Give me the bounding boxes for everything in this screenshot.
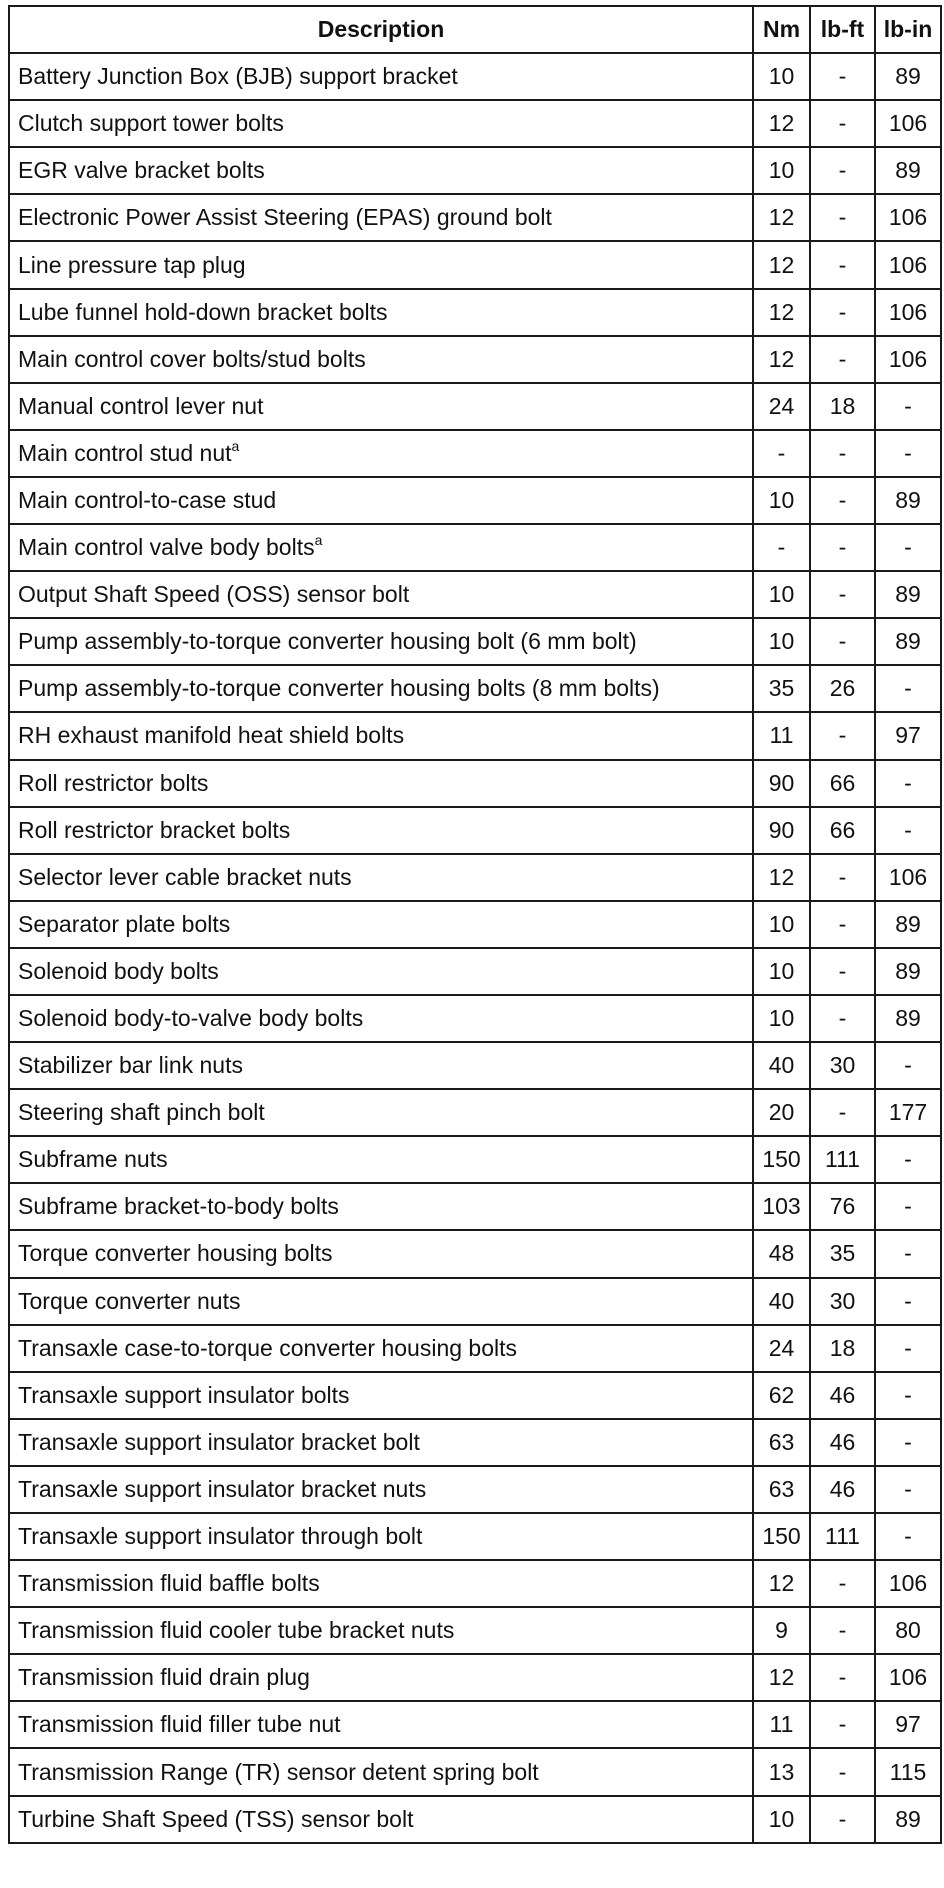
nm-cell: 10: [753, 948, 810, 995]
header-nm: Nm: [753, 6, 810, 53]
table-row: [9, 1325, 941, 1372]
description-cell: [9, 1796, 753, 1843]
lb-in-cell: 106: [875, 854, 941, 901]
description-text: Output Shaft Speed (OSS) sensor bolt: [18, 581, 410, 608]
nm-cell: 10: [753, 1796, 810, 1843]
footnote-marker: a: [314, 532, 323, 549]
lb-ft-cell: -: [810, 1560, 875, 1607]
description-text: Torque converter housing bolts: [18, 1240, 333, 1267]
table-row: [9, 241, 941, 288]
description-cell: [9, 430, 753, 477]
description-cell: [9, 807, 753, 854]
lb-in-cell: -: [875, 1513, 941, 1560]
table-row: [9, 1796, 941, 1843]
lb-in-cell: 89: [875, 948, 941, 995]
lb-in-cell: -: [875, 807, 941, 854]
table-row: [9, 1278, 941, 1325]
lb-ft-cell: -: [810, 571, 875, 618]
description-text: Electronic Power Assist Steering (EPAS) ground bolt: [18, 204, 552, 231]
footnote-marker: a: [231, 437, 240, 454]
lb-ft-cell: -: [810, 995, 875, 1042]
nm-cell: 9: [753, 1607, 810, 1654]
description-text: Battery Junction Box (BJB) support bracket: [18, 63, 458, 90]
description-text: Transaxle case-to-torque converter housing bolts: [18, 1334, 518, 1361]
lb-ft-cell: -: [810, 100, 875, 147]
nm-cell: 12: [753, 1654, 810, 1701]
nm-cell: 150: [753, 1136, 810, 1183]
lb-in-cell: -: [875, 383, 941, 430]
table-row: [9, 901, 941, 948]
description-cell: [9, 1230, 753, 1277]
lb-in-cell: -: [875, 1042, 941, 1089]
table-row: [9, 665, 941, 712]
description-text: Transaxle support insulator bolts: [18, 1381, 350, 1408]
table-row: [9, 430, 941, 477]
lb-ft-cell: -: [810, 477, 875, 524]
table-row: [9, 1136, 941, 1183]
lb-in-cell: -: [875, 430, 941, 477]
description-cell: [9, 524, 753, 571]
lb-ft-cell: 30: [810, 1278, 875, 1325]
table-row: [9, 477, 941, 524]
nm-cell: 40: [753, 1042, 810, 1089]
lb-ft-cell: -: [810, 901, 875, 948]
lb-in-cell: -: [875, 524, 941, 571]
description-text: Roll restrictor bolts: [18, 769, 209, 796]
description-cell: [9, 383, 753, 430]
lb-in-cell: 177: [875, 1089, 941, 1136]
table-row: [9, 1701, 941, 1748]
header-lb-ft: lb-ft: [810, 6, 875, 53]
description-cell: [9, 1654, 753, 1701]
lb-ft-cell: -: [810, 147, 875, 194]
description-text: Roll restrictor bracket bolts: [18, 816, 291, 843]
lb-in-cell: 115: [875, 1748, 941, 1795]
description-text: Pump assembly-to-torque converter housing bolts (8 mm bolts): [18, 675, 660, 702]
description-cell: [9, 1466, 753, 1513]
lb-in-cell: 89: [875, 1796, 941, 1843]
description-text: EGR valve bracket bolts: [18, 157, 265, 184]
lb-in-cell: -: [875, 760, 941, 807]
nm-cell: 10: [753, 995, 810, 1042]
nm-cell: 11: [753, 1701, 810, 1748]
table-row: [9, 53, 941, 100]
table-row: [9, 1089, 941, 1136]
table-row: [9, 100, 941, 147]
table-row: [9, 1466, 941, 1513]
table-row: [9, 1560, 941, 1607]
description-cell: [9, 901, 753, 948]
lb-in-cell: 106: [875, 241, 941, 288]
table-row: [9, 336, 941, 383]
table-row: [9, 194, 941, 241]
lb-in-cell: 106: [875, 194, 941, 241]
table-row: [9, 1372, 941, 1419]
lb-in-cell: -: [875, 1372, 941, 1419]
lb-ft-cell: -: [810, 948, 875, 995]
table-row: [9, 995, 941, 1042]
table-row: [9, 289, 941, 336]
lb-ft-cell: 66: [810, 760, 875, 807]
description-text: Clutch support tower bolts: [18, 110, 284, 137]
nm-cell: 12: [753, 1560, 810, 1607]
header-lb-in: lb-in: [875, 6, 941, 53]
description-cell: [9, 1325, 753, 1372]
lb-ft-cell: -: [810, 618, 875, 665]
description-cell: [9, 665, 753, 712]
description-text: Line pressure tap plug: [18, 251, 246, 278]
header-description: Description: [9, 6, 753, 53]
lb-in-cell: 106: [875, 100, 941, 147]
description-text: Solenoid body-to-valve body bolts: [18, 1005, 364, 1032]
lb-ft-cell: 66: [810, 807, 875, 854]
lb-ft-cell: 18: [810, 1325, 875, 1372]
description-text: Pump assembly-to-torque converter housing bolt (6 mm bolt): [18, 628, 637, 655]
lb-ft-cell: 26: [810, 665, 875, 712]
nm-cell: 12: [753, 336, 810, 383]
nm-cell: 24: [753, 1325, 810, 1372]
lb-in-cell: -: [875, 1278, 941, 1325]
description-cell: [9, 1042, 753, 1089]
lb-ft-cell: -: [810, 524, 875, 571]
lb-in-cell: 106: [875, 289, 941, 336]
lb-in-cell: -: [875, 1419, 941, 1466]
description-cell: [9, 336, 753, 383]
lb-in-cell: 89: [875, 995, 941, 1042]
nm-cell: 11: [753, 712, 810, 759]
description-text: Main control stud nut: [18, 439, 232, 466]
lb-in-cell: 89: [875, 477, 941, 524]
description-text: Transmission fluid filler tube nut: [18, 1711, 341, 1738]
lb-in-cell: 89: [875, 147, 941, 194]
lb-ft-cell: 46: [810, 1372, 875, 1419]
table-row: [9, 383, 941, 430]
table-row: [9, 760, 941, 807]
table-row: [9, 1607, 941, 1654]
description-cell: [9, 1136, 753, 1183]
description-cell: [9, 948, 753, 995]
table-header: [9, 6, 941, 53]
lb-ft-cell: 18: [810, 383, 875, 430]
description-text: Manual control lever nut: [18, 392, 264, 419]
description-text: Stabilizer bar link nuts: [18, 1052, 243, 1079]
lb-ft-cell: -: [810, 53, 875, 100]
lb-ft-cell: -: [810, 430, 875, 477]
description-text: Lube funnel hold-down bracket bolts: [18, 298, 388, 325]
description-text: Main control valve body bolts: [18, 534, 315, 561]
lb-ft-cell: 111: [810, 1136, 875, 1183]
nm-cell: 48: [753, 1230, 810, 1277]
table-row: [9, 807, 941, 854]
lb-ft-cell: -: [810, 1089, 875, 1136]
lb-in-cell: -: [875, 665, 941, 712]
nm-cell: 63: [753, 1466, 810, 1513]
lb-in-cell: -: [875, 1325, 941, 1372]
description-cell: [9, 1701, 753, 1748]
description-cell: [9, 1278, 753, 1325]
lb-ft-cell: -: [810, 712, 875, 759]
lb-ft-cell: -: [810, 194, 875, 241]
table-row: [9, 1230, 941, 1277]
lb-ft-cell: -: [810, 1796, 875, 1843]
nm-cell: 10: [753, 477, 810, 524]
lb-ft-cell: -: [810, 1748, 875, 1795]
description-cell: [9, 1513, 753, 1560]
lb-in-cell: -: [875, 1183, 941, 1230]
description-cell: [9, 241, 753, 288]
description-cell: [9, 100, 753, 147]
nm-cell: 10: [753, 53, 810, 100]
description-cell: [9, 618, 753, 665]
table-row: [9, 1654, 941, 1701]
description-cell: [9, 854, 753, 901]
nm-cell: 12: [753, 194, 810, 241]
table-row: [9, 1183, 941, 1230]
description-cell: [9, 1419, 753, 1466]
description-text: Steering shaft pinch bolt: [18, 1099, 265, 1126]
nm-cell: 12: [753, 289, 810, 336]
table-row: [9, 1042, 941, 1089]
description-text: Transmission fluid drain plug: [18, 1664, 310, 1691]
lb-ft-cell: -: [810, 854, 875, 901]
description-text: Solenoid body bolts: [18, 957, 219, 984]
nm-cell: 103: [753, 1183, 810, 1230]
description-cell: [9, 1183, 753, 1230]
lb-in-cell: 80: [875, 1607, 941, 1654]
table-body: [9, 53, 941, 1843]
nm-cell: 40: [753, 1278, 810, 1325]
nm-cell: 90: [753, 760, 810, 807]
description-cell: [9, 53, 753, 100]
lb-in-cell: 97: [875, 1701, 941, 1748]
description-text: Main control cover bolts/stud bolts: [18, 345, 366, 372]
nm-cell: 12: [753, 241, 810, 288]
nm-cell: 20: [753, 1089, 810, 1136]
description-cell: [9, 712, 753, 759]
lb-in-cell: -: [875, 1466, 941, 1513]
description-cell: [9, 289, 753, 336]
nm-cell: 90: [753, 807, 810, 854]
description-cell: [9, 1560, 753, 1607]
nm-cell: 62: [753, 1372, 810, 1419]
lb-in-cell: 106: [875, 336, 941, 383]
table-row: [9, 618, 941, 665]
description-text: Transaxle support insulator through bolt: [18, 1523, 423, 1550]
nm-cell: 13: [753, 1748, 810, 1795]
lb-in-cell: 89: [875, 53, 941, 100]
description-text: Subframe nuts: [18, 1146, 168, 1173]
lb-ft-cell: -: [810, 336, 875, 383]
table-row: [9, 571, 941, 618]
table-row: [9, 147, 941, 194]
nm-cell: -: [753, 524, 810, 571]
nm-cell: 35: [753, 665, 810, 712]
description-cell: [9, 147, 753, 194]
description-text: Main control-to-case stud: [18, 486, 277, 513]
description-cell: [9, 1748, 753, 1795]
lb-ft-cell: 35: [810, 1230, 875, 1277]
table-row: [9, 712, 941, 759]
description-text: RH exhaust manifold heat shield bolts: [18, 722, 405, 749]
nm-cell: -: [753, 430, 810, 477]
torque-spec-table-container: [8, 5, 942, 1844]
table-row: [9, 1419, 941, 1466]
lb-in-cell: 106: [875, 1560, 941, 1607]
lb-ft-cell: 46: [810, 1419, 875, 1466]
description-text: Transmission fluid baffle bolts: [18, 1570, 320, 1597]
nm-cell: 10: [753, 618, 810, 665]
table-row: [9, 1748, 941, 1795]
description-cell: [9, 1607, 753, 1654]
description-text: Separator plate bolts: [18, 910, 231, 937]
description-cell: [9, 477, 753, 524]
torque-spec-table: [8, 5, 942, 1844]
lb-in-cell: -: [875, 1230, 941, 1277]
header-row: [9, 6, 941, 53]
description-cell: [9, 995, 753, 1042]
lb-in-cell: 89: [875, 618, 941, 665]
lb-ft-cell: 30: [810, 1042, 875, 1089]
lb-in-cell: 89: [875, 901, 941, 948]
description-text: Transaxle support insulator bracket bolt: [18, 1428, 420, 1455]
lb-ft-cell: -: [810, 1654, 875, 1701]
description-text: Selector lever cable bracket nuts: [18, 863, 352, 890]
nm-cell: 24: [753, 383, 810, 430]
nm-cell: 12: [753, 854, 810, 901]
lb-in-cell: 89: [875, 571, 941, 618]
description-text: Transmission Range (TR) sensor detent spring bolt: [18, 1758, 539, 1785]
nm-cell: 10: [753, 901, 810, 948]
nm-cell: 150: [753, 1513, 810, 1560]
lb-in-cell: 97: [875, 712, 941, 759]
table-row: [9, 948, 941, 995]
description-text: Transmission fluid cooler tube bracket nuts: [18, 1617, 455, 1644]
table-row: [9, 524, 941, 571]
nm-cell: 10: [753, 571, 810, 618]
description-text: Transaxle support insulator bracket nuts: [18, 1475, 427, 1502]
lb-ft-cell: 76: [810, 1183, 875, 1230]
description-cell: [9, 571, 753, 618]
description-cell: [9, 1372, 753, 1419]
lb-ft-cell: 111: [810, 1513, 875, 1560]
table-row: [9, 1513, 941, 1560]
description-cell: [9, 760, 753, 807]
nm-cell: 12: [753, 100, 810, 147]
lb-ft-cell: -: [810, 1607, 875, 1654]
nm-cell: 63: [753, 1419, 810, 1466]
description-cell: [9, 1089, 753, 1136]
description-text: Subframe bracket-to-body bolts: [18, 1193, 339, 1220]
lb-in-cell: -: [875, 1136, 941, 1183]
lb-ft-cell: -: [810, 241, 875, 288]
nm-cell: 10: [753, 147, 810, 194]
description-cell: [9, 194, 753, 241]
lb-ft-cell: -: [810, 1701, 875, 1748]
lb-ft-cell: 46: [810, 1466, 875, 1513]
description-text: Turbine Shaft Speed (TSS) sensor bolt: [18, 1805, 414, 1832]
description-text: Torque converter nuts: [18, 1287, 241, 1314]
table-row: [9, 854, 941, 901]
lb-ft-cell: -: [810, 289, 875, 336]
lb-in-cell: 106: [875, 1654, 941, 1701]
